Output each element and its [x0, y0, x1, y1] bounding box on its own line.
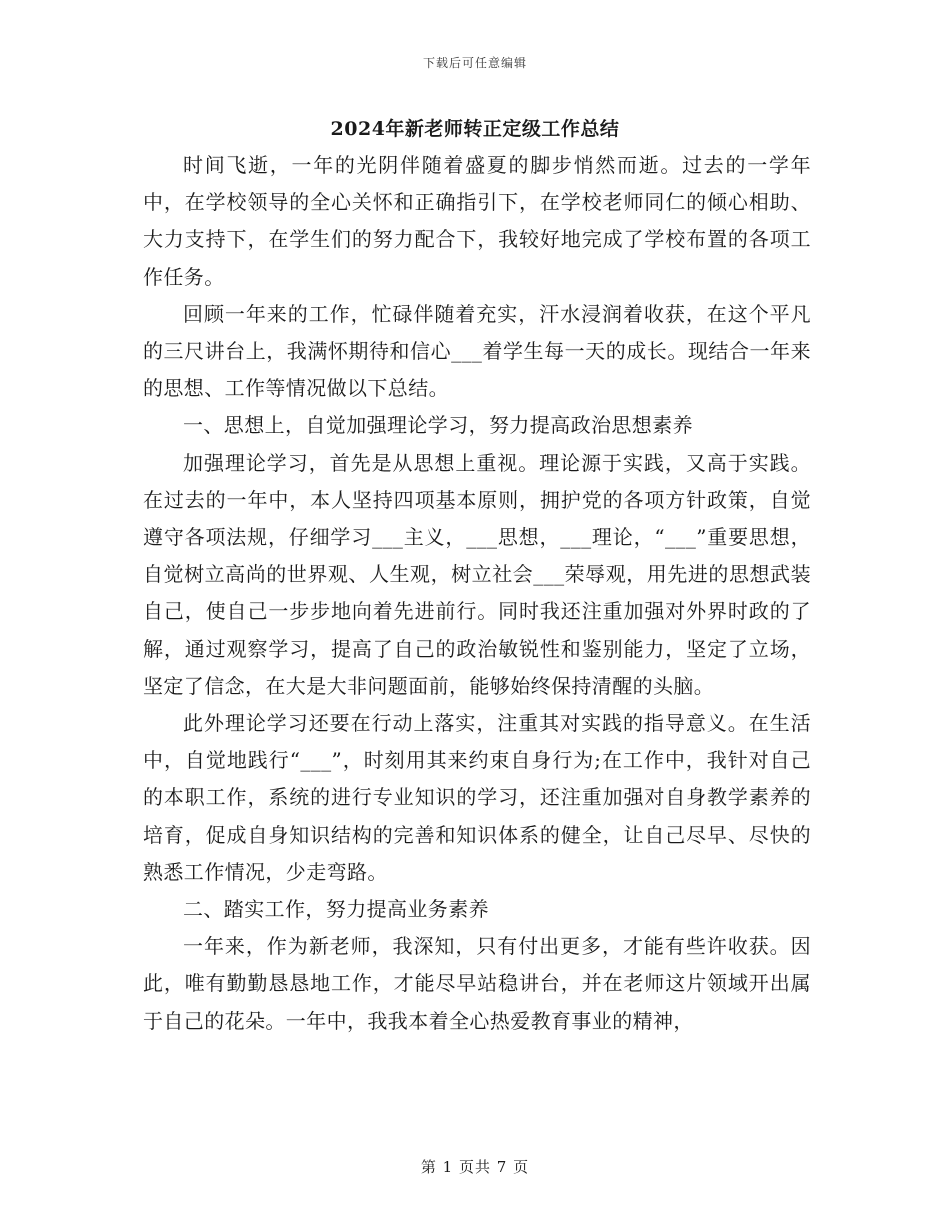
paragraph-review: 回顾一年来的工作，忙碌伴随着充实，汗水浸润着收获，在这个平凡的三尺讲台上，我满怀期待和信心___着学生每一天的成长。现结合一年来的思想、工作等情况做以下总结。	[143, 301, 811, 401]
paragraph-intro: 时间飞逝，一年的光阴伴随着盛夏的脚步悄然而逝。过去的一学年中，在学校领导的全心关怀和正确指引下，在学校老师同仁的倾心相助、大力支持下，在学生们的努力配合下，我较好地完成了学校布置的各项工作任务。	[143, 153, 811, 289]
section-heading-work: 二、踏实工作，努力提高业务素养	[183, 897, 489, 922]
document-title: 2024年新老师转正定级工作总结	[330, 118, 620, 140]
page-number: 第 1 页共 7 页	[420, 1158, 530, 1176]
document-body	[143, 147, 811, 1040]
paragraph-practice: 此外理论学习还要在行动上落实，注重其对实践的指导意义。在生活中，自觉地践行“___”，时刻用其来约束自身行为;在工作中，我针对自己的本职工作，系统的进行专业知识的学习，还注重加强对自身教学素养的培育，促成自身知识结构的完善和知识体系的健全，让自己尽早、尽快的熟悉工作情况，少走弯路。	[143, 711, 811, 884]
paragraph-new-teacher: 一年来，作为新老师，我深知，只有付出更多，才能有些许收获。因此，唯有勤勤恳恳地工作，才能尽早站稳讲台，并在老师这片领域开出属于自己的花朵。一年中，我我本着全心热爱教育事业的精神，	[143, 934, 811, 1033]
section-heading-thought: 一、思想上，自觉加强理论学习，努力提高政治思想素养	[183, 413, 693, 438]
header-note: 下载后可任意编辑	[422, 56, 527, 70]
paragraph-theory-study: 加强理论学习，首先是从思想上重视。理论源于实践，又高于实践。在过去的一年中，本人坚持四项基本原则，拥护党的各项方针政策，自觉遵守各项法规，仔细学习___主义，___思想，___理论，“___”重要思想，自觉树立高尚的世界观、人生观，树立社会___荣辱观，用先进的思想武装自己，使自己一步步地向着先进前行。同时我还注重加强对外界时政的了解，通过观察学习，提高了自己的政治敏锐性和鉴别能力，坚定了立场，坚定了信念，在大是大非问题面前，能够始终保持清醒的头脑。	[143, 450, 811, 698]
